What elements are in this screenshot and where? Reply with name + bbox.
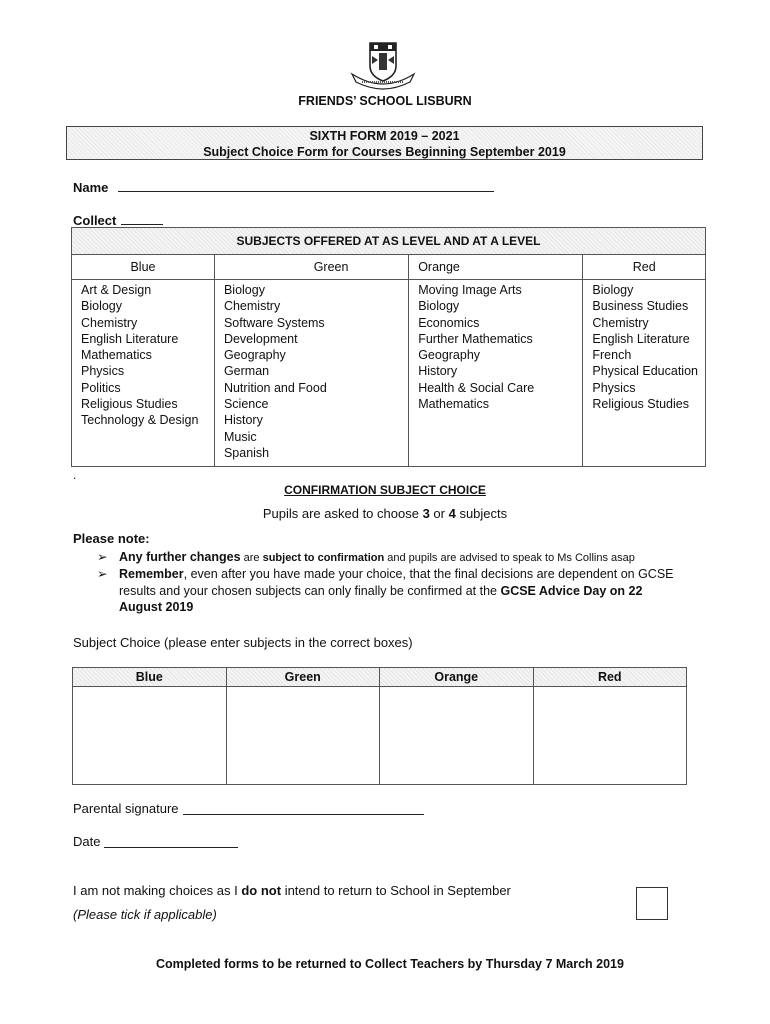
list-item: German: [223, 364, 270, 379]
subjects-table-title: SUBJECTS OFFERED AT AS LEVEL AND AT A LEVEL: [72, 228, 706, 255]
arrow-bullet-icon: ➢: [97, 567, 108, 581]
choice-box-green[interactable]: [226, 687, 380, 785]
list-item: Chemistry: [81, 315, 138, 330]
subject-choice-table: [72, 667, 687, 785]
choice-header-orange: Orange: [380, 668, 534, 687]
list-item: Further Mathematics: [418, 331, 533, 346]
choice-header-blue: Blue: [73, 668, 227, 687]
column-header-red: Red: [583, 255, 706, 280]
choice-header-red: Red: [533, 668, 687, 687]
list-item: Development: [223, 331, 298, 346]
please-note-label: Please note:: [73, 531, 150, 546]
list-item: Chemistry: [223, 299, 281, 314]
column-header-blue: Blue: [72, 255, 215, 280]
subjects-table: [71, 227, 706, 467]
name-label: Name: [73, 180, 109, 195]
choice-box-orange[interactable]: [380, 687, 534, 785]
list-item: Physics: [592, 380, 636, 395]
collect-label: Collect: [73, 213, 117, 228]
school-crest-logo: [348, 40, 418, 90]
list-item: Religious Studies: [81, 397, 178, 412]
list-item: Geography: [223, 348, 286, 363]
list-item: Spanish: [223, 445, 270, 460]
blue-subject-list: [72, 280, 215, 467]
stray-dot: .: [73, 468, 77, 482]
column-header-green: Green: [214, 255, 408, 280]
form-title: SIXTH FORM 2019 – 2021: [309, 129, 460, 143]
collect-field[interactable]: [121, 224, 163, 225]
note-bullet-changes: ➢ Any further changes are subject to confirmation and pupils are advised to speak to Ms Collins asap: [97, 550, 635, 564]
list-item: Mathematics: [81, 348, 152, 363]
list-item: Music: [223, 429, 257, 444]
list-item: Biology: [223, 283, 265, 297]
red-subject-list: [583, 280, 706, 467]
form-subtitle: Subject Choice Form for Courses Beginning September 2019: [203, 145, 566, 159]
list-item: Moving Image Arts: [418, 283, 522, 297]
list-item: Software Systems: [223, 315, 325, 330]
not-returning-statement: I am not making choices as I do not intend to return to School in September: [73, 883, 511, 898]
list-item: Politics: [81, 380, 121, 395]
arrow-bullet-icon: ➢: [97, 550, 108, 564]
list-item: Religious Studies: [592, 397, 689, 412]
list-item: Biology: [592, 283, 634, 297]
list-item: Physical Education: [592, 364, 698, 379]
confirmation-title: CONFIRMATION SUBJECT CHOICE: [284, 483, 486, 497]
name-field[interactable]: [118, 191, 494, 192]
choice-header-green: Green: [226, 668, 380, 687]
note-bullet-remember: ➢ Remember, even after you have made your choice, that the final decisions are dependent on GCSE results and your chosen subjects can only finally be confirmed at the GCSE Advice Day on 22 August 2019: [97, 567, 674, 614]
return-deadline-note: Completed forms to be returned to Collect Teachers by Thursday 7 March 2019: [156, 957, 624, 971]
list-item: Science: [223, 397, 269, 412]
list-item: English Literature: [592, 331, 690, 346]
list-item: History: [223, 413, 263, 428]
not-returning-checkbox[interactable]: [636, 887, 668, 920]
school-name: FRIENDS’ SCHOOL LISBURN: [298, 94, 472, 108]
date-field[interactable]: [104, 847, 238, 848]
list-item: Biology: [81, 299, 122, 314]
green-subject-list: [214, 280, 408, 467]
column-header-orange: Orange: [409, 255, 583, 280]
choice-box-red[interactable]: [533, 687, 687, 785]
form-header-box: [66, 126, 703, 160]
date-label: Date: [73, 834, 101, 849]
choice-box-blue[interactable]: [73, 687, 227, 785]
list-item: Business Studies: [592, 299, 689, 314]
tick-note: (Please tick if applicable): [73, 907, 217, 922]
list-item: Technology & Design: [81, 413, 199, 428]
list-item: Physics: [81, 364, 125, 379]
list-item: Mathematics: [418, 397, 490, 412]
orange-subject-list: [409, 280, 583, 467]
list-item: French: [592, 348, 632, 363]
confirmation-heading: [0, 482, 770, 497]
list-item: Biology: [418, 299, 460, 314]
list-item: English Literature: [81, 331, 179, 346]
list-item: Art & Design: [81, 283, 152, 297]
parental-signature-label: Parental signature: [73, 801, 179, 816]
parental-signature-field[interactable]: [183, 814, 424, 815]
list-item: Geography: [418, 348, 481, 363]
list-item: Economics: [418, 315, 480, 330]
subject-choice-label: Subject Choice (please enter subjects in the correct boxes): [73, 635, 413, 650]
list-item: Health & Social Care: [418, 380, 535, 395]
list-item: Chemistry: [592, 315, 649, 330]
list-item: Nutrition and Food: [223, 380, 327, 395]
pupils-instruction: Pupils are asked to choose 3 or 4 subjects: [262, 506, 508, 521]
list-item: History: [418, 364, 458, 379]
